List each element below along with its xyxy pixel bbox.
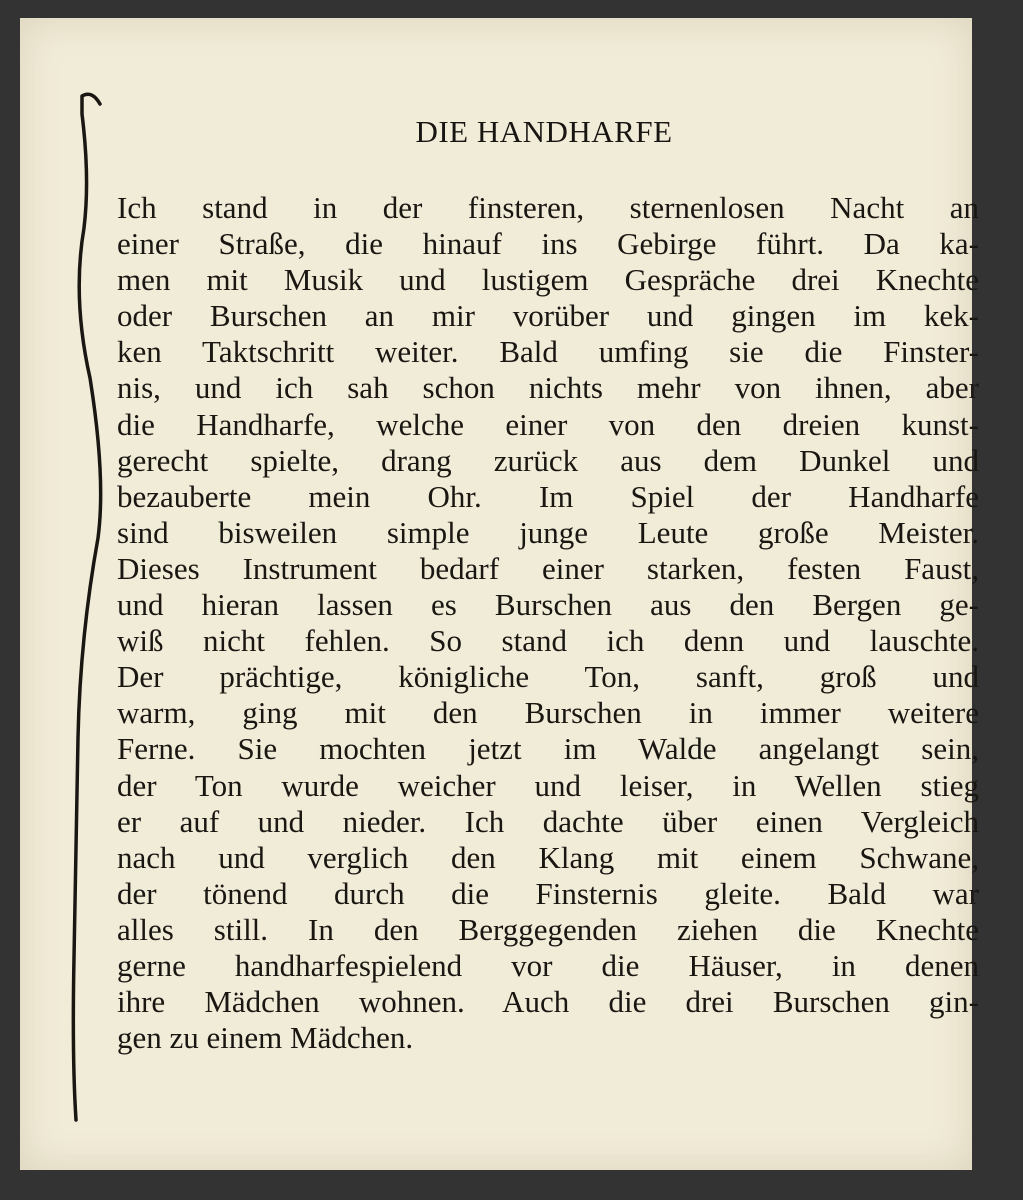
- text-line: wiß nicht fehlen. So stand ich denn und lauschte.: [117, 623, 979, 659]
- text-line: Ferne. Sie mochten jetzt im Walde angelangt sein,: [117, 731, 979, 767]
- page-title: DIE HANDHARFE: [415, 114, 673, 149]
- text-line: oder Burschen an mir vorüber und gingen im kek-: [117, 298, 979, 334]
- text-line: nis, und ich sah schon nichts mehr von ihnen, aber: [117, 370, 979, 406]
- text-line: Ich stand in der finsteren, sternenlosen Nacht an: [117, 190, 979, 225]
- text-line: gerne handharfespielend vor die Häuser, in denen: [117, 947, 979, 983]
- text-line: ken Taktschritt weiter. Bald umfing sie die Finster-: [117, 334, 979, 370]
- text-line: gerecht spielte, drang zurück aus dem Dunkel und: [117, 442, 979, 478]
- text-line: alles still. In den Berggegenden ziehen die Knechte: [117, 911, 979, 947]
- body-text: [117, 190, 979, 1056]
- text-line: Dieses Instrument bedarf einer starken, festen Faust,: [117, 550, 979, 586]
- text-line: der Ton wurde weicher und leiser, in Wellen stieg: [117, 767, 979, 803]
- text-line: einer Straße, die hinauf ins Gebirge führt. Da ka-: [117, 226, 979, 262]
- text-line: sind bisweilen simple junge Leute große Meister.: [117, 514, 979, 550]
- text-line: ihre Mädchen wohnen. Auch die drei Burschen gin-: [117, 984, 979, 1020]
- paper-page: [20, 18, 979, 1170]
- text-line: er auf und nieder. Ich dachte über einen Vergleich: [117, 803, 979, 839]
- text-line: die Handharfe, welche einer von den dreien kunst-: [117, 406, 979, 442]
- text-line: der tönend durch die Finsternis gleite. Bald war: [117, 875, 979, 911]
- text-line: Der prächtige, königliche Ton, sanft, groß und: [117, 659, 979, 695]
- text-line: men mit Musik und lustigem Gespräche drei Knechte: [117, 262, 979, 298]
- text-line: gen zu einem Mädchen.: [117, 1020, 414, 1056]
- text-line: bezauberte mein Ohr. Im Spiel der Handharfe: [117, 478, 979, 514]
- text-line: und hieran lassen es Burschen aus den Bergen ge-: [117, 587, 979, 623]
- text-line: warm, ging mit den Burschen in immer weitere: [117, 695, 979, 731]
- text-line: nach und verglich den Klang mit einem Schwane,: [117, 839, 979, 875]
